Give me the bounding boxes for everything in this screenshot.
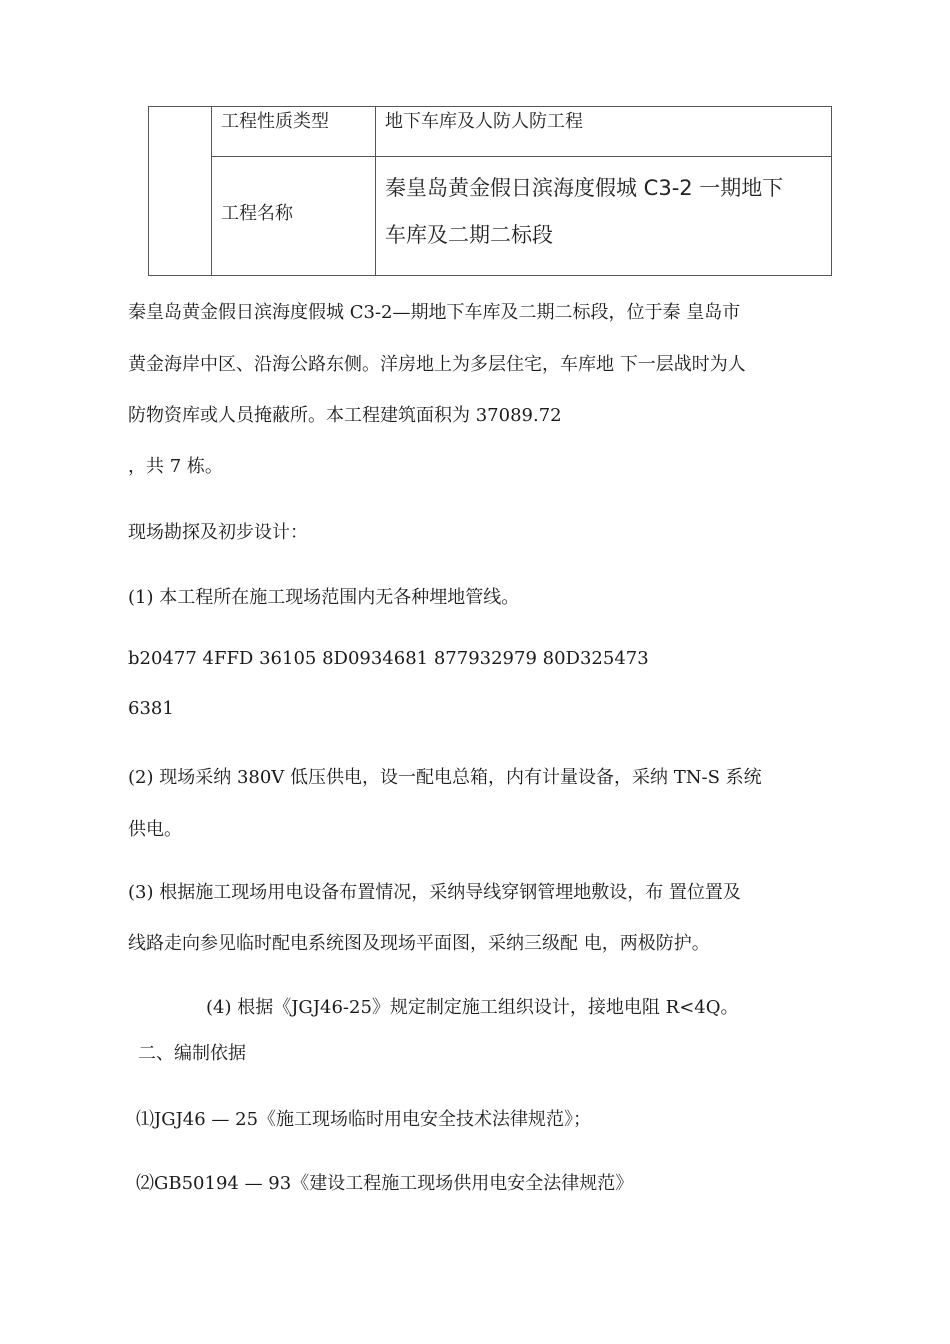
survey-item-1: (1) 本工程所在施工现场范围内无各种埋地管线。 (128, 587, 520, 608)
project-name-value (376, 157, 832, 276)
code-line-1: b20477 4FFD 36105 8D0934681 877932979 80D325473 (128, 648, 649, 669)
code-line-2: 6381 (128, 698, 174, 719)
overview-line-2: 黄金海岸中区、沿海公路东侧。洋房地上为多层住宅，车库地 下一层战时为人 (128, 354, 746, 375)
survey-item-3-line-1: (3) 根据施工现场用电设备布置情况，采纳导线穿钢管埋地敷设，布 置位置及 (128, 882, 741, 903)
table-row (149, 107, 832, 157)
overview-line-1: 秦皇岛黄金假日滨海度假城 C3-2—期地下车库及二期二标段，位于秦 皇岛市 (128, 302, 741, 323)
survey-item-3-line-2: 线路走向参见临时配电系统图及现场平面图，采纳三级配 电，两极防护。 (128, 933, 710, 954)
section-2-heading: 二、编制依据 (138, 1043, 246, 1064)
basis-item-1: ⑴JGJ46 — 25《施工现场临时用电安全技术法律规范》； (136, 1109, 592, 1130)
survey-item-4: (4) 根据《JGJ46-25》规定制定施工组织设计，接地电阻 R<4Q。 (206, 997, 739, 1018)
project-info-table (148, 106, 832, 276)
survey-item-2-line-1: (2) 现场采纳 380V 低压供电，设一配电总箱，内有计量设备，采纳 TN-S 系统 (128, 767, 762, 788)
project-type-label: 工程性质类型 (212, 107, 376, 157)
survey-heading: 现场勘探及初步设计： (128, 522, 308, 543)
merged-left-cell (149, 107, 212, 276)
overview-line-4: ，共 7 栋。 (128, 456, 223, 477)
basis-item-2: ⑵GB50194 — 93《建设工程施工现场供用电安全法律规范》 (136, 1173, 634, 1194)
survey-item-2-line-2: 供电。 (128, 819, 182, 840)
overview-line-3: 防物资库或人员掩蔽所。本工程建筑面积为 37089.72 (128, 405, 562, 426)
project-name-line-2: 车库及二期二标段 (385, 223, 553, 247)
project-name-line-1: 秦皇岛黄金假日滨海度假城 C3-2 一期地下 (385, 176, 784, 200)
project-type-value: 地下车库及人防人防工程 (376, 107, 832, 157)
project-name-label: 工程名称 (212, 157, 376, 276)
table-row (149, 157, 832, 276)
